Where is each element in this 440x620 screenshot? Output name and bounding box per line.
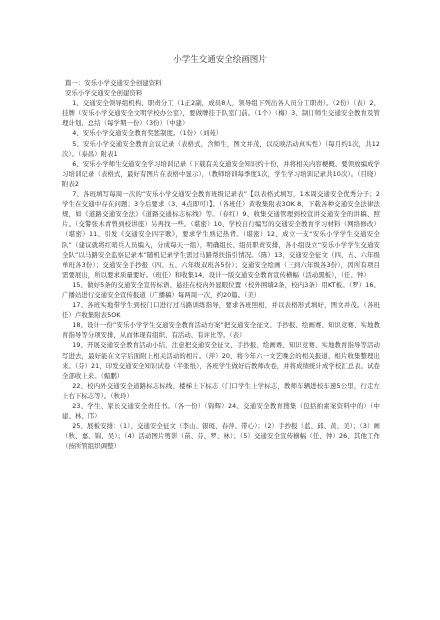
paragraph: 5、安乐小学交通安全教育会议记录（表格式，含师生，图文并茂，以反映活动真实性）（每月约1次，共12次）。（泰昌）附表1 bbox=[62, 139, 380, 158]
paragraph: 25、展板安排：（1）、交通安全征文（李山、银斑、春萍、带心）；（2）手抄报（蓝、邱、黄、美）；（3）画（秋、嘉、锦、吴）；（4）活动图片剪影（苗、芬、罗、林）；（5）交通安全宣传横幅（任、钟）26、其他工作（按所管组织调整） bbox=[62, 422, 380, 451]
paragraph: 4、安乐小学交通安全教育奖惩制度。（1份）（刘苑） bbox=[72, 129, 223, 138]
paragraph: 18、设计一份“安乐小学学生交通安全教育活动方案”把交通安全征文、手抄报、绘画赛、知识竞赛、实地教育指导等分项安排，从而体现有组织、有活动、有评比等。（表） bbox=[62, 321, 380, 340]
section-subheading: 安乐小学交通安全创建资料 bbox=[65, 89, 143, 98]
paragraph: 22、校内外交通安全道路标志标线、楼梯上下标志（门口学生上学标志，教师车辆进校车速5公里，行走左上右下标志等）。（秋玲） bbox=[62, 381, 380, 400]
paragraph: 6、安乐小学师生交通安全学习培训记录（下载有关交通安全知识约十份，并将相关内容梗概、要领放编成学习培训记录（表格式，最好有图片在表格中显示），（教师培训每季度1次，学生学习培训记录共10次）。（目晓）附表2 bbox=[62, 159, 380, 188]
paragraph: 23、学生、家长交通安全责任书。（各一份）（锦辉）24、交通安全教育搜集（包括拍素案资料中的）（中建、林、邝） bbox=[62, 402, 380, 421]
paragraph: 17、各班实地带学生到校门口进行过马路训练指导，要求各班照相，并以表格形式填好，图文并茂。（各班任）卢收集附表5OK bbox=[62, 301, 380, 320]
document-title: 小学生交通安全绘画图片 bbox=[173, 55, 267, 65]
paragraph: 1、交通安全领导组机构、职责分工（1正2副，成员8人，领导组下列出各人员分工职责）。（2份）（表）2、挂牌（安乐小学交通安全文明学校办公室），要做牌挂于队室门前。（1个）（梅）3、制订师生交通安全教育及管理计划、总结（每学期一份）（3份）（中建） bbox=[62, 99, 380, 128]
document-body bbox=[62, 78, 380, 451]
section-heading: 篇一：安乐小学交通安全创建资料 bbox=[65, 79, 162, 87]
paragraph: 15、做好5条的交通安全宣传标语、悬挂在校内外显眼位置（校外围墙2条，校内3条）用KT板。（罗）16、广播站进行交通安全宣传报道（广播稿）每两周一次，约20篇。（美） bbox=[62, 280, 380, 299]
paragraph: 7、各班填写每周一次的“安乐小学交通安全教育班级记录表”【以表格式填写，1本周交通安全优秀分子；2学生在交通中存在问题；3今后要求（3、4点即可）】。（各班任）黄收集附表3OK 8、下载各种交通安全法律法规，如《道路交通安全法》《道路交通标志标线》等。（春红）9、收集交通管理到校宣讲交通安全的讲稿、照片。（交警张木青曾到校讲座）另再找一些。（堪密）10、学校自行编写的交通安全教育学习材料（网络修改）（堪密）11、引发《交通安全四字歌》，要求学生熟记热背。（堪密）12、成立一支“安乐小学学生交通安全队”（建议就将红哨兵人员编入，分成每天一组），明确组长、组员职责安排，各小组设立“安乐小学学生交通安全队”以马路安全监察记录本”随机记录学生需过马路帮扶指引情况。（陈）13、交通安全征文（四、五、六年级单班各3份）；交通安全手抄报（四、五、六年级双班各5份）；交通安全绘画（三到六年级各3份），因所有项目需要展出，所以要求质量要好。（班任）和收集14、设计一版交通安全教育宣传横幅（活动黑板），（任、钟） bbox=[62, 190, 380, 279]
paragraph: 19、开展交通安全教育活动小结，注意把交通安全征文、手抄报、绘画赛、知识竞赛、实地教育指导等活动写进去，最好能在文字后面附上相关活动的相片。（萍）20、将今年六一文艺晚会的相关报道、相片收集整理出来。（芬）21、印发交通安全知识试卷（半张纸），各班学生做好后教师改卷，并将成绩统计成学校汇总表。试卷全部收上来。（媚鹏） bbox=[62, 341, 380, 380]
